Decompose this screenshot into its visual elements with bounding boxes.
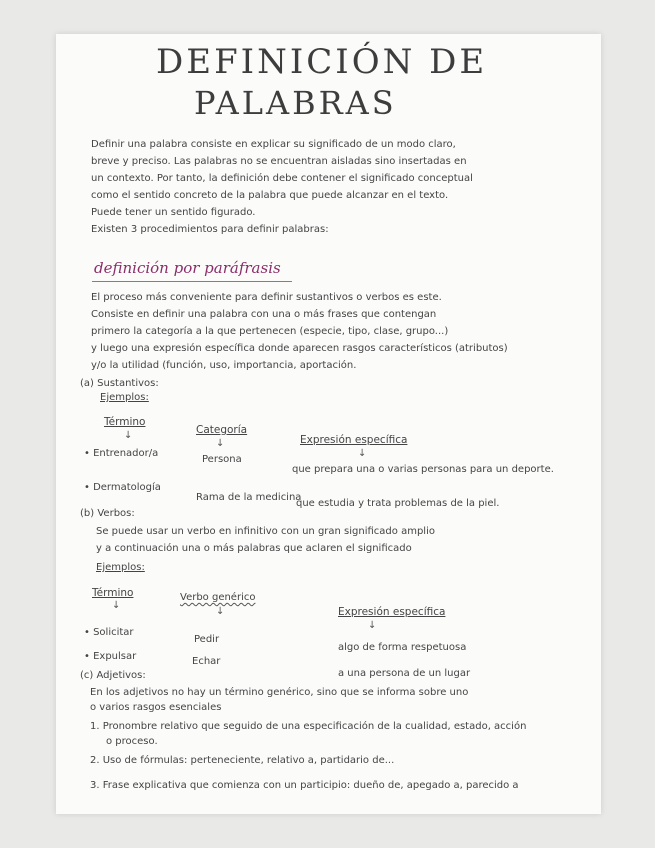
col-header-expression: Expresión específica: [338, 606, 446, 618]
list-item-text: Uso de fórmulas: perteneciente, relativo a, partidario de...: [102, 755, 395, 766]
row-category: Persona: [202, 454, 242, 465]
list-item-number: 2.: [90, 755, 100, 766]
paraphrase-line: y/o la utilidad (función, uso, importancia, aportación.: [91, 360, 357, 371]
table-row: • Entrenador/a: [84, 448, 159, 459]
table-row: • Expulsar: [84, 651, 137, 662]
section-a-ejemplos: Ejemplos:: [100, 392, 149, 403]
page-title-line-1: DEFINICIÓN DE: [156, 42, 488, 82]
section-heading-underline: [92, 281, 292, 282]
list-item: [90, 755, 394, 766]
col-header-expression: Expresión específica: [300, 434, 408, 446]
section-c-line: En los adjetivos no hay un término genérico, sino que se informa sobre uno: [90, 687, 469, 698]
section-c-line: o varios rasgos esenciales: [90, 702, 222, 713]
paraphrase-line: Consiste en definir una palabra con una o más frases que contengan: [91, 309, 437, 320]
row-expression: a una persona de un lugar: [338, 668, 471, 679]
section-b-marker: b: [83, 508, 91, 519]
section-c-marker: c: [83, 670, 90, 681]
section-heading: definición por paráfrasis: [94, 259, 281, 277]
section-b-line: y a continuación una o más palabras que aclaren el significado: [96, 543, 412, 554]
row-verb: Echar: [192, 656, 221, 667]
list-item-text: Frase explicativa que comienza con un participio: dueño de, apegado a, parecido a: [102, 780, 519, 791]
intro-line: Definir una palabra consiste en explicar su significado de un modo claro,: [91, 139, 456, 150]
section-b-label: (b) Verbos:: [80, 508, 135, 519]
paraphrase-line: primero la categoría a la que pertenecen (especie, tipo, clase, grupo...): [91, 326, 449, 337]
paraphrase-line: El proceso más conveniente para definir sustantivos o verbos es este.: [91, 292, 442, 303]
col-header-term: Término: [92, 587, 134, 599]
row-verb: Pedir: [194, 634, 220, 645]
arrow-down-icon: ↓: [216, 438, 225, 449]
list-item-continuation: o proceso.: [106, 736, 158, 747]
arrow-down-icon: ↓: [124, 430, 133, 441]
section-b-ejemplos: Ejemplos:: [96, 562, 145, 573]
section-b-line: Se puede usar un verbo en infinitivo con un gran significado amplio: [96, 526, 435, 537]
arrow-down-icon: ↓: [112, 600, 121, 611]
intro-line: como el sentido concreto de la palabra que puede alcanzar en el texto.: [91, 190, 449, 201]
paraphrase-line: y luego una expresión específica donde aparecen rasgos característicos (atributos): [91, 343, 508, 354]
row-term: Entrenador/a: [93, 448, 159, 459]
section-c-label: (c) Adjetivos:: [80, 670, 146, 681]
row-expression: que prepara una o varias personas para un deporte.: [292, 464, 554, 475]
table-row: • Dermatología: [84, 482, 161, 493]
row-term: Expulsar: [93, 651, 137, 662]
arrow-down-icon: ↓: [368, 620, 377, 631]
notebook-page: [56, 34, 601, 814]
list-item-text: Pronombre relativo que seguido de una especificación de la cualidad, estado, acción: [102, 721, 527, 732]
row-category: Rama de la medicina: [196, 492, 302, 503]
intro-line: breve y preciso. Las palabras no se encuentran aisladas sino insertadas en: [91, 156, 467, 167]
col-header-verb: Verbo genérico: [180, 592, 256, 603]
col-header-term: Término: [104, 416, 146, 428]
list-item-number: 3.: [90, 780, 100, 791]
list-item: [90, 721, 526, 732]
row-expression: que estudia y trata problemas de la piel.: [296, 498, 500, 509]
table-row: • Solicitar: [84, 627, 134, 638]
page-title-line-2: PALABRAS: [194, 84, 397, 122]
section-a-marker: a: [83, 378, 91, 389]
section-a-title: Sustantivos:: [97, 378, 159, 389]
row-term: Solicitar: [93, 627, 134, 638]
list-item: [90, 780, 519, 791]
section-c-title: Adjetivos:: [96, 670, 146, 681]
intro-line: Puede tener un sentido figurado.: [91, 207, 256, 218]
row-expression: algo de forma respetuosa: [338, 642, 467, 653]
col-header-category: Categoría: [196, 424, 248, 436]
arrow-down-icon: ↓: [358, 448, 367, 459]
intro-line: Existen 3 procedimientos para definir palabras:: [91, 224, 329, 235]
arrow-down-icon: ↓: [216, 606, 225, 617]
section-b-title: Verbos:: [97, 508, 135, 519]
list-item-number: 1.: [90, 721, 100, 732]
section-a-label: (a) Sustantivos:: [80, 378, 159, 389]
row-term: Dermatología: [93, 482, 161, 493]
intro-line: un contexto. Por tanto, la definición debe contener el significado conceptual: [91, 173, 473, 184]
